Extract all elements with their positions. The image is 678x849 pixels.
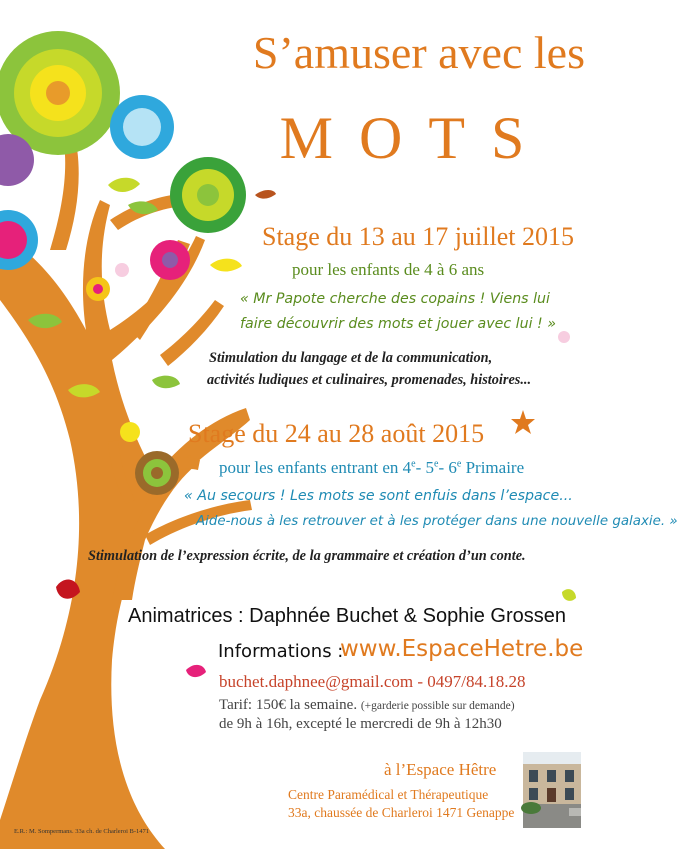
stage2-ages-sup3: e — [456, 458, 462, 470]
title-line1: S’amuser avec les — [252, 27, 585, 78]
informations-label: Informations : — [218, 641, 344, 662]
stage2-ages — [219, 458, 524, 478]
building-photo — [523, 752, 581, 828]
location-title: à l’Espace Hêtre — [384, 760, 497, 779]
tarif-note: (+garderie possible sur demande) — [360, 700, 515, 712]
hours: de 9h à 16h, excepté le mercredi de 9h à 12h30 — [219, 716, 502, 732]
website-link[interactable]: www.EspaceHetre.be — [340, 636, 584, 662]
stage2-ages-mid2: - 6 — [438, 458, 457, 477]
stage1-ages: pour les enfants de 4 à 6 ans — [292, 260, 485, 279]
stage1-description-line2: activités ludiques et culinaires, promenades, histoires... — [207, 372, 532, 388]
center-address: 33a, chaussée de Charleroi 1471 Genappe — [288, 805, 515, 820]
stage2-ages-sup1: e — [411, 458, 416, 470]
stage2-ages-prefix: pour les enfants entrant en 4 — [219, 458, 412, 477]
stage1-description-line1: Stimulation du langage et de la communication, — [209, 350, 493, 366]
stage1-quote-line2: faire découvrir des mots et jouer avec lui ! » — [240, 316, 556, 332]
stage1-dates: Stage du 13 au 17 juillet 2015 — [262, 222, 574, 251]
stage2-quote-line2: Aide-nous à les retrouver et à les protéger dans une nouvelle galaxie. » — [196, 514, 678, 529]
tarif-price: Tarif: 150€ la semaine. — [219, 697, 358, 713]
stage2-ages-suffix: Primaire — [461, 458, 525, 477]
animatrices: Animatrices : Daphnée Buchet & Sophie Grossen — [128, 605, 567, 627]
star-icon — [510, 409, 536, 435]
stage1-quote-line1: « Mr Papote cherche des copains ! Viens lui — [240, 291, 550, 307]
contact-line[interactable]: buchet.daphnee@gmail.com - 0497/84.18.28 — [219, 672, 526, 691]
stage2-description: Stimulation de l’expression écrite, de la grammaire et création d’un conte. — [88, 548, 526, 564]
editor-responsible: E.R.: M. Sompermans. 33a ch. de Charleroi B-1471 — [14, 828, 150, 835]
stage2-dates: Stage du 24 au 28 août 2015 — [188, 419, 485, 448]
stage2-ages-mid1: - 5 — [415, 458, 435, 477]
tarif — [219, 697, 515, 714]
stage2-ages-sup2: e — [434, 458, 439, 470]
center-name: Centre Paramédical et Thérapeutique — [288, 787, 489, 802]
stage2-quote-line1: « Au secours ! Les mots se sont enfuis dans l’espace... — [184, 488, 573, 504]
title-line2: MOTS — [279, 105, 551, 171]
